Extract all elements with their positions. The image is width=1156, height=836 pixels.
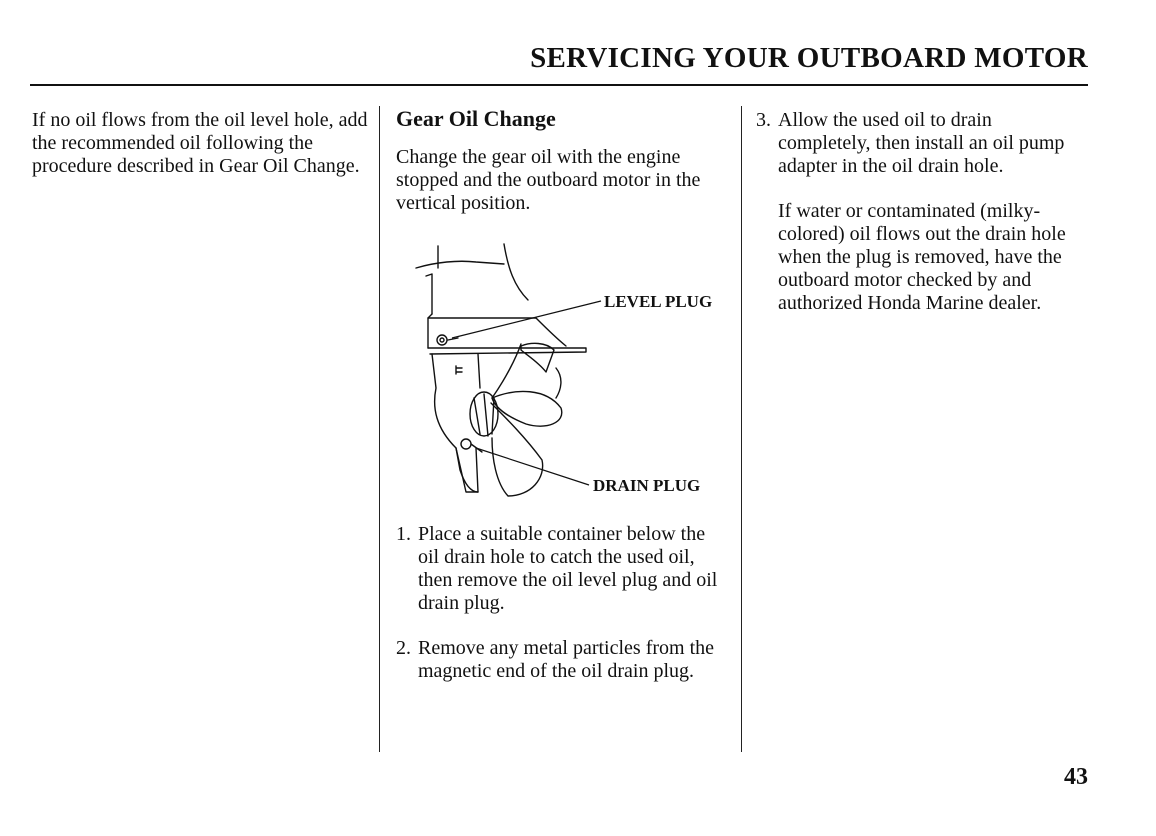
left-column <box>32 109 372 178</box>
step-text: Allow the used oil to drain completely, then install an oil pump adapter in the oil drain hole. <box>778 109 1065 177</box>
column-divider-right <box>741 106 742 752</box>
step-text: Remove any metal particles from the magnetic end of the oil drain plug. <box>418 637 715 682</box>
step-3 <box>756 109 1086 178</box>
step-number: 2. <box>396 637 411 659</box>
oil-level-note: If no oil flows from the oil level hole, add the recommended oil following the procedure described in Gear Oil Change. <box>32 109 368 177</box>
gear-case-diagram <box>396 238 726 506</box>
page-number: 43 <box>1064 764 1088 790</box>
contamination-note: If water or contaminated (milky-colored) oil flows out the drain hole when the plug is removed, have the outboard motor checked by and authorized Honda Marine dealer. <box>778 200 1066 314</box>
right-column <box>756 109 1086 315</box>
page-title: SERVICING YOUR OUTBOARD MOTOR <box>530 42 1088 74</box>
drain-plug-label: DRAIN PLUG <box>593 476 701 495</box>
step-number: 1. <box>396 523 411 545</box>
middle-column <box>396 106 726 215</box>
column-divider-left <box>379 106 380 752</box>
gear-case-illustration <box>396 238 726 506</box>
intro-paragraph: Change the gear oil with the engine stopped and the outboard motor in the vertical position. <box>396 146 701 214</box>
section-heading: Gear Oil Change <box>396 106 556 131</box>
step-1 <box>396 523 726 615</box>
step-number: 3. <box>756 109 771 131</box>
level-plug-label: LEVEL PLUG <box>604 292 713 311</box>
middle-steps <box>396 523 726 683</box>
header-rule <box>30 84 1088 86</box>
step-text: Place a suitable container below the oil drain hole to catch the used oil, then remove the oil level plug and oil drain plug. <box>418 523 718 614</box>
step-2 <box>396 637 726 683</box>
